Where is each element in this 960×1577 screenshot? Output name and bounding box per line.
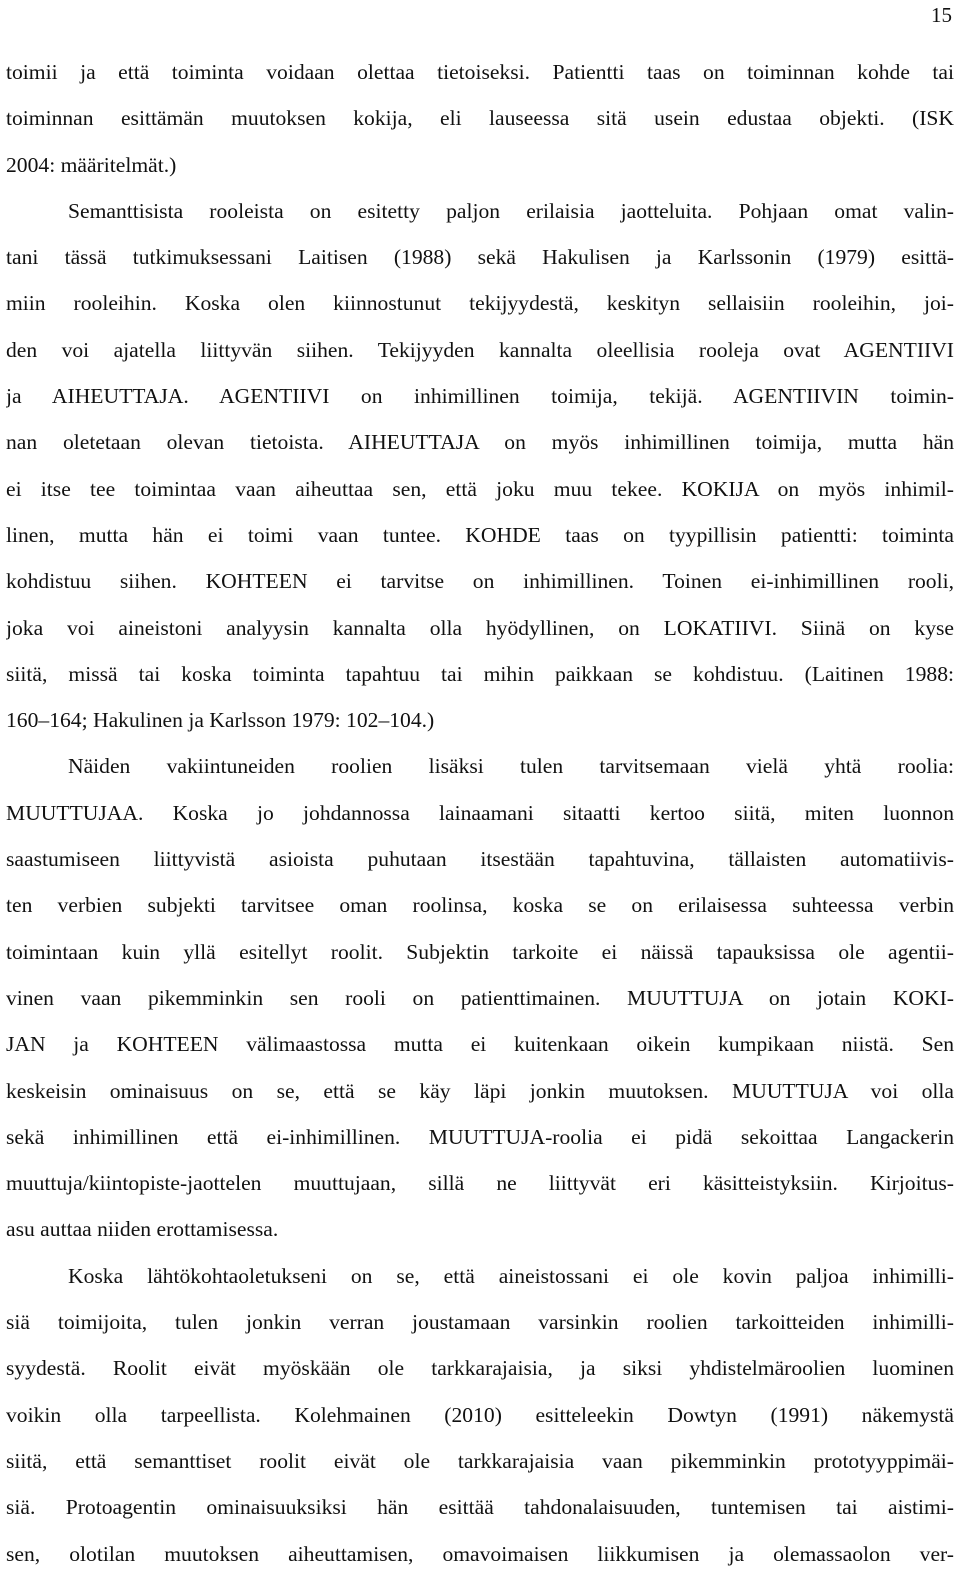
- text-line: den voi ajatella liittyvän siihen. Tekijyyden kannalta oleellisia rooleja ovat AGENTIIVI: [6, 337, 954, 362]
- text-line: sekä inhimillinen että ei-inhimillinen. MUUTTUJA-roolia ei pidä sekoittaa Langackerin: [6, 1124, 954, 1149]
- text-line: ei itse tee toimintaa vaan aiheuttaa sen, että joku muu tekee. KOKIJA on myös inhimil-: [6, 476, 954, 501]
- text-line: joka voi aineistoni analyysin kannalta olla hyödyllinen, on LOKATIIVI. Siinä on kyse: [6, 615, 954, 640]
- text-line: sen, olotilan muutoksen aiheuttamisen, omavoimaisen liikkumisen ja olemassaolon ver-: [6, 1541, 954, 1566]
- text-line: toimintaan kuin yllä esitellyt roolit. Subjektin tarkoite ei näissä tapauksissa ole agentii-: [6, 939, 954, 964]
- text-line: tani tässä tutkimuksessani Laitisen (1988) sekä Hakulisen ja Karlssonin (1979) esittä-: [6, 245, 954, 270]
- text-line: linen, mutta hän ei toimi vaan tuntee. KOHDE taas on tyypillisin patientti: toiminta: [6, 522, 954, 547]
- text-line: siitä, että semanttiset roolit eivät ole tarkkarajaisia vaan pikemminkin prototyyppimäi-: [6, 1448, 954, 1473]
- text-line: miin rooleihin. Koska olen kiinnostunut tekijyydestä, keskityn sellaisiin rooleihin, joi-: [6, 291, 954, 316]
- text-line: toiminnan esittämän muutoksen kokija, eli lauseessa sitä usein edustaa objekti. (ISK: [6, 106, 954, 131]
- text-line: vinen vaan pikemminkin sen rooli on patienttimainen. MUUTTUJA on jotain KOKI-: [6, 985, 954, 1010]
- text-line: siitä, missä tai koska toiminta tapahtuu tai mihin paikkaan se kohdistuu. (Laitinen 1988:: [6, 661, 954, 686]
- text-line: asu auttaa niiden erottamisessa.: [6, 1217, 279, 1242]
- text-line: siä. Protoagentin ominaisuuksiksi hän esittää tahdonalaisuuden, tuntemisen tai aistimi-: [6, 1495, 954, 1520]
- text-line: keskeisin ominaisuus on se, että se käy läpi jonkin muutoksen. MUUTTUJA voi olla: [6, 1078, 954, 1103]
- body-text: [6, 49, 954, 1577]
- text-line: toimii ja että toiminta voidaan olettaa tietoiseksi. Patientti taas on toiminnan kohde tai: [6, 60, 954, 84]
- text-line: nan oletetaan olevan tietoista. AIHEUTTAJA on myös inhimillinen toimija, mutta hän: [6, 430, 954, 455]
- text-line: siä toimijoita, tulen jonkin verran joustamaan varsinkin roolien tarkoitteiden inhimilli-: [6, 1310, 954, 1335]
- text-line: syydestä. Roolit eivät myöskään ole tarkkarajaisia, ja siksi yhdistelmäroolien luominen: [6, 1356, 954, 1381]
- text-line: muuttuja/kiintopiste-jaottelen muuttujaan, sillä ne liittyvät eri käsitteistyksiin. Kirjoitus-: [6, 1171, 954, 1196]
- text-line: Koska lähtökohtaoletukseni on se, että aineistossani ei ole kovin paljoa inhimilli-: [68, 1263, 954, 1288]
- text-line: kohdistuu siihen. KOHTEEN ei tarvitse on inhimillinen. Toinen ei-inhimillinen rooli,: [6, 569, 954, 594]
- text-line: 2004: määritelmät.): [6, 152, 177, 177]
- text-line: Semanttisista rooleista on esitetty paljon erilaisia jaotteluita. Pohjaan omat valin-: [68, 198, 954, 223]
- page-number: 15: [931, 3, 952, 27]
- text-line: JAN ja KOHTEEN välimaastossa mutta ei kuitenkaan oikein kumpikaan niistä. Sen: [6, 1032, 954, 1057]
- text-line: voikin olla tarpeellista. Kolehmainen (2010) esitteleekin Dowtyn (1991) näkemystä: [6, 1402, 954, 1427]
- text-line: MUUTTUJAA. Koska jo johdannossa lainaamani sitaatti kertoo siitä, miten luonnon: [6, 800, 954, 825]
- text-line: ja AIHEUTTAJA. AGENTIIVI on inhimillinen toimija, tekijä. AGENTIIVIN toimin-: [6, 384, 954, 409]
- text-line: Näiden vakiintuneiden roolien lisäksi tulen tarvitsemaan vielä yhtä roolia:: [68, 754, 954, 779]
- text-line: 160–164; Hakulinen ja Karlsson 1979: 102–104.): [6, 708, 435, 733]
- text-line: saastumiseen liittyvistä asioista puhutaan itsestään tapahtuvina, tällaisten automatiivis-: [6, 847, 954, 872]
- text-line: ten verbien subjekti tarvitsee oman roolinsa, koska se on erilaisessa suhteessa verbin: [6, 893, 954, 918]
